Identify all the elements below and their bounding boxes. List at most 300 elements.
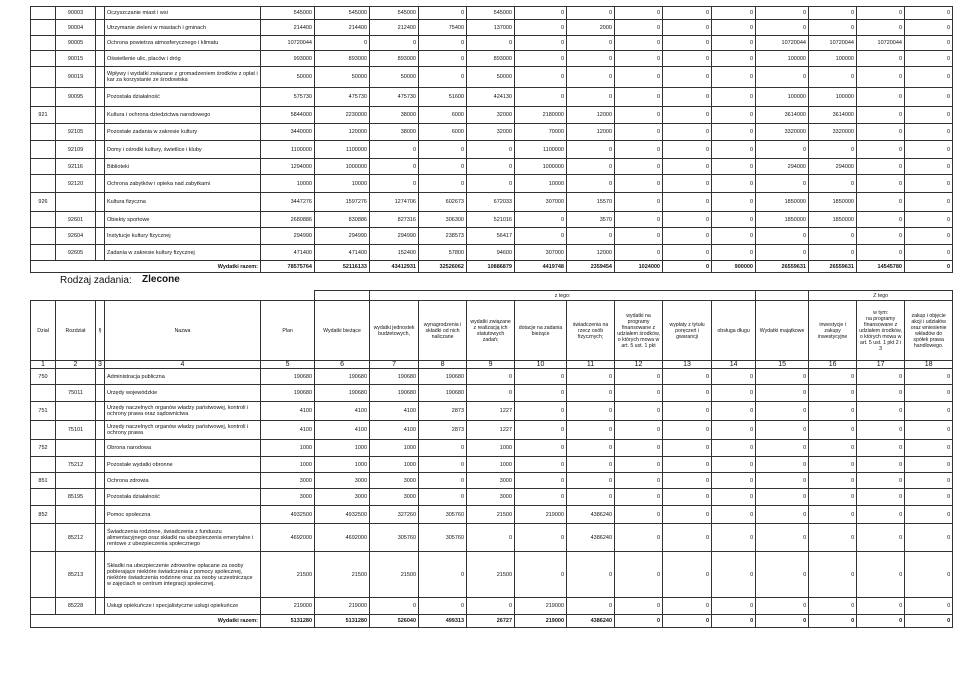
value-cell-c13: 0: [663, 440, 712, 457]
total-value-c11: 4386240: [567, 615, 615, 628]
value-cell-c10: 0: [515, 51, 567, 67]
dzial-cell: [31, 124, 56, 141]
total-value-c8: 32526062: [419, 261, 467, 273]
value-cell-c15: 10720044: [756, 36, 809, 51]
value-cell-c9: 893000: [467, 51, 515, 67]
value-cell-c10: 0: [515, 36, 567, 51]
value-cell-plan: 4100: [261, 421, 315, 440]
value-cell-c17: 0: [857, 228, 905, 245]
value-cell-c9: 0: [467, 369, 515, 385]
value-cell-c6: 3000: [315, 473, 370, 489]
value-cell-c11: 0: [567, 36, 615, 51]
rozdzial-cell: 90003: [56, 7, 96, 20]
value-cell-c18: 0: [905, 489, 953, 506]
value-cell-c17: 0: [857, 552, 905, 598]
value-cell-c6: 1597276: [315, 193, 370, 212]
value-cell-c8: 305760: [419, 524, 467, 552]
value-cell-c9: 0: [467, 159, 515, 175]
rozdzial-cell: [56, 402, 96, 421]
value-cell-c18: 0: [905, 212, 953, 228]
name-cell: Pozostałe zadania w zakresie kultury: [105, 124, 261, 141]
value-cell-c16: 0: [809, 385, 857, 402]
value-cell-c6: 1000: [315, 440, 370, 457]
total-value-c6: 5131280: [315, 615, 370, 628]
table-row: [31, 473, 953, 489]
value-cell-c11: 0: [567, 175, 615, 193]
dzial-cell: 921: [31, 107, 56, 124]
value-cell-c13: 0: [663, 457, 712, 473]
value-cell-c18: 0: [905, 36, 953, 51]
column-number: 10: [515, 361, 567, 369]
value-cell-plan: 50000: [261, 67, 315, 88]
value-cell-c7: 50000: [370, 67, 419, 88]
value-cell-c12: 0: [615, 51, 663, 67]
upper-table-body: [31, 7, 953, 273]
value-cell-c18: 0: [905, 440, 953, 457]
rozdzial-cell: 85195: [56, 489, 96, 506]
value-cell-c12: 0: [615, 489, 663, 506]
value-cell-c9: 3000: [467, 489, 515, 506]
value-cell-c18: 0: [905, 524, 953, 552]
dzial-cell: [31, 7, 56, 20]
value-cell-c12: 0: [615, 228, 663, 245]
value-cell-c15: 0: [756, 524, 809, 552]
value-cell-c14: 0: [712, 524, 756, 552]
value-cell-c16: 3320000: [809, 124, 857, 141]
table-row: [31, 524, 953, 552]
value-cell-c13: 0: [663, 598, 712, 615]
value-cell-c14: 0: [712, 88, 756, 107]
rozdzial-cell: 90004: [56, 20, 96, 36]
total-row: [31, 615, 953, 628]
value-cell-plan: 4100: [261, 402, 315, 421]
value-cell-c8: 2873: [419, 402, 467, 421]
column-number: 16: [809, 361, 857, 369]
value-cell-c13: 0: [663, 369, 712, 385]
dzial-cell: [31, 385, 56, 402]
table-row: [31, 402, 953, 421]
value-cell-c9: 0: [467, 36, 515, 51]
value-cell-c11: 0: [567, 51, 615, 67]
value-cell-c12: 0: [615, 473, 663, 489]
value-cell-plan: 471400: [261, 245, 315, 261]
total-label-cell: Wydatki razem:: [31, 261, 261, 273]
table-row: [31, 245, 953, 261]
value-cell-c16: 0: [809, 141, 857, 159]
rozdzial-cell: 92604: [56, 228, 96, 245]
value-cell-c8: 0: [419, 489, 467, 506]
value-cell-c16: 10720044: [809, 36, 857, 51]
expenditure-table-upper: [30, 6, 953, 273]
value-cell-c17: 0: [857, 7, 905, 20]
total-value-c8: 499313: [419, 615, 467, 628]
name-cell: Pozostała działalność: [105, 489, 261, 506]
dzial-cell: [31, 88, 56, 107]
value-cell-plan: 10000: [261, 175, 315, 193]
name-cell: Kultura i ochrona dziedzictwa narodowego: [105, 107, 261, 124]
value-cell-c6: 294990: [315, 228, 370, 245]
header-w-tym-text: na programy finansowane z udziałem środków, o których mowa w art. 5 ust. 1 pkt 2 i 3: [859, 315, 902, 352]
value-cell-c11: 4386240: [567, 524, 615, 552]
value-cell-c12: 0: [615, 107, 663, 124]
header-rozdzial: Rozdział: [56, 301, 96, 361]
value-cell-c11: 0: [567, 141, 615, 159]
value-cell-plan: 3447276: [261, 193, 315, 212]
value-cell-c8: 0: [419, 440, 467, 457]
value-cell-c14: 0: [712, 457, 756, 473]
value-cell-c16: 0: [809, 457, 857, 473]
dzial-cell: [31, 212, 56, 228]
value-cell-c16: 0: [809, 67, 857, 88]
value-cell-c15: 0: [756, 457, 809, 473]
total-value-c10: 4419748: [515, 261, 567, 273]
header-programy: wydatki na programy finansowane z udziałem środków, o których mowa w art. 5 ust. 1 pkt: [615, 301, 663, 361]
paragraph-cell: [96, 7, 105, 20]
value-cell-c14: 0: [712, 421, 756, 440]
value-cell-c7: 21500: [370, 552, 419, 598]
value-cell-c9: 0: [467, 141, 515, 159]
column-number: 1: [31, 361, 56, 369]
paragraph-cell: [96, 473, 105, 489]
value-cell-c8: 602673: [419, 193, 467, 212]
value-cell-c14: 0: [712, 175, 756, 193]
value-cell-c17: 0: [857, 212, 905, 228]
column-number: 4: [105, 361, 261, 369]
header-wydatki-jednostek: wydatki jednostek budżetowych,: [370, 301, 419, 361]
value-cell-c17: 0: [857, 124, 905, 141]
value-cell-c15: 0: [756, 175, 809, 193]
value-cell-c8: 6000: [419, 124, 467, 141]
value-cell-c7: 152400: [370, 245, 419, 261]
value-cell-c7: 0: [370, 598, 419, 615]
value-cell-c6: 1000000: [315, 159, 370, 175]
value-cell-c7: 545000: [370, 7, 419, 20]
value-cell-plan: 190680: [261, 369, 315, 385]
dzial-cell: [31, 36, 56, 51]
value-cell-c12: 0: [615, 552, 663, 598]
dzial-cell: [31, 457, 56, 473]
value-cell-c14: 0: [712, 51, 756, 67]
value-cell-c13: 0: [663, 245, 712, 261]
value-cell-c13: 0: [663, 20, 712, 36]
value-cell-c14: 0: [712, 159, 756, 175]
dzial-cell: [31, 228, 56, 245]
value-cell-c18: 0: [905, 385, 953, 402]
paragraph-cell: [96, 457, 105, 473]
dzial-cell: 852: [31, 506, 56, 524]
value-cell-c11: 0: [567, 402, 615, 421]
value-cell-c6: 0: [315, 36, 370, 51]
value-cell-c8: 305760: [419, 506, 467, 524]
paragraph-cell: [96, 524, 105, 552]
value-cell-c12: 0: [615, 141, 663, 159]
header-wydatki-zwiazane: wydatki związane z realizacją ich statutowych zadań;: [467, 301, 515, 361]
value-cell-c18: 0: [905, 506, 953, 524]
rozdzial-cell: [56, 107, 96, 124]
total-value-c15: 0: [756, 615, 809, 628]
rozdzial-cell: 85212: [56, 524, 96, 552]
value-cell-c15: 0: [756, 245, 809, 261]
value-cell-c7: 0: [370, 175, 419, 193]
value-cell-c18: 0: [905, 421, 953, 440]
value-cell-c11: 12000: [567, 107, 615, 124]
value-cell-plan: 1100000: [261, 141, 315, 159]
value-cell-c11: 0: [567, 440, 615, 457]
value-cell-c8: 238573: [419, 228, 467, 245]
value-cell-plan: 545000: [261, 7, 315, 20]
header-z-tego-sub2: Z tego: [809, 291, 953, 301]
value-cell-c8: 0: [419, 598, 467, 615]
paragraph-cell: [96, 107, 105, 124]
value-cell-c18: 0: [905, 369, 953, 385]
value-cell-c11: 12000: [567, 124, 615, 141]
value-cell-c11: 0: [567, 421, 615, 440]
name-cell: Pozostała działalność: [105, 88, 261, 107]
rozdzial-cell: 90005: [56, 36, 96, 51]
rozdzial-cell: 75101: [56, 421, 96, 440]
value-cell-c13: 0: [663, 175, 712, 193]
value-cell-c13: 0: [663, 7, 712, 20]
value-cell-c15: 0: [756, 440, 809, 457]
value-cell-c10: 10000: [515, 175, 567, 193]
value-cell-c17: 0: [857, 245, 905, 261]
value-cell-c10: 307000: [515, 193, 567, 212]
rozdzial-cell: 90015: [56, 51, 96, 67]
name-cell: Pozostałe wydatki obronne: [105, 457, 261, 473]
value-cell-c15: 100000: [756, 88, 809, 107]
value-cell-c7: 3000: [370, 489, 419, 506]
total-value-c16: 26559631: [809, 261, 857, 273]
value-cell-c18: 0: [905, 107, 953, 124]
value-cell-c17: 0: [857, 473, 905, 489]
value-cell-c12: 0: [615, 88, 663, 107]
value-cell-c16: 100000: [809, 88, 857, 107]
value-cell-c14: 0: [712, 212, 756, 228]
rozdzial-cell: 90019: [56, 67, 96, 88]
value-cell-c11: 0: [567, 369, 615, 385]
value-cell-c15: 3614000: [756, 107, 809, 124]
value-cell-c14: 0: [712, 369, 756, 385]
name-cell: Ochrona powietrza atmosferycznego i klimatu: [105, 36, 261, 51]
dzial-cell: [31, 245, 56, 261]
total-value-c9: 10886879: [467, 261, 515, 273]
rozdzial-cell: 92605: [56, 245, 96, 261]
header-dzial: Dział: [31, 301, 56, 361]
value-cell-c18: 0: [905, 598, 953, 615]
value-cell-c6: 4100: [315, 421, 370, 440]
name-cell: Wpływy i wydatki związane z gromadzeniem środków z opłat i kar za korzystanie ze środowiska: [105, 67, 261, 88]
paragraph-cell: [96, 67, 105, 88]
value-cell-c6: 4692000: [315, 524, 370, 552]
total-value-c14: 900000: [712, 261, 756, 273]
total-value-c10: 219000: [515, 615, 567, 628]
value-cell-c13: 0: [663, 552, 712, 598]
rozdzial-cell: [56, 440, 96, 457]
value-cell-c13: 0: [663, 402, 712, 421]
header-swiadczenia: świadczenia na rzecz osób fizycznych;: [567, 301, 615, 361]
value-cell-c8: 306300: [419, 212, 467, 228]
value-cell-c11: 12000: [567, 245, 615, 261]
value-cell-c8: 0: [419, 141, 467, 159]
table-row: [31, 369, 953, 385]
value-cell-c17: 0: [857, 175, 905, 193]
total-value-c18: 0: [905, 615, 953, 628]
value-cell-c8: 0: [419, 473, 467, 489]
name-cell: Składki na ubezpieczenie zdrowotne opłacane za osoby pobierające niektóre świadczenia z pomocy społecznej, niektóre świadczenia rodzinne oraz za osoby uczestniczące w zajęciach w centrum integracji społecznej.: [105, 552, 261, 598]
value-cell-c9: 672033: [467, 193, 515, 212]
value-cell-c15: 1850000: [756, 212, 809, 228]
value-cell-c17: 0: [857, 369, 905, 385]
name-cell: Ochrona zdrowia: [105, 473, 261, 489]
value-cell-c9: 32000: [467, 124, 515, 141]
value-cell-c11: 0: [567, 598, 615, 615]
value-cell-c18: 0: [905, 457, 953, 473]
value-cell-c15: 0: [756, 402, 809, 421]
value-cell-c13: 0: [663, 212, 712, 228]
total-row: [31, 261, 953, 273]
value-cell-c17: 0: [857, 457, 905, 473]
value-cell-c7: 1000: [370, 457, 419, 473]
value-cell-c9: 94600: [467, 245, 515, 261]
value-cell-c17: 0: [857, 67, 905, 88]
total-value-c7: 526040: [370, 615, 419, 628]
value-cell-c16: 0: [809, 175, 857, 193]
value-cell-c8: 57800: [419, 245, 467, 261]
value-cell-c14: 0: [712, 385, 756, 402]
value-cell-c15: 0: [756, 506, 809, 524]
name-cell: Biblioteki: [105, 159, 261, 175]
value-cell-c6: 545000: [315, 7, 370, 20]
value-cell-c7: 4100: [370, 402, 419, 421]
value-cell-c12: 0: [615, 598, 663, 615]
paragraph-cell: [96, 141, 105, 159]
value-cell-c12: 0: [615, 524, 663, 552]
value-cell-c15: 0: [756, 473, 809, 489]
paragraph-cell: [96, 88, 105, 107]
paragraph-cell: [96, 440, 105, 457]
dzial-cell: [31, 20, 56, 36]
value-cell-c16: 0: [809, 473, 857, 489]
value-cell-c9: 545000: [467, 7, 515, 20]
value-cell-c7: 893000: [370, 51, 419, 67]
value-cell-c6: 50000: [315, 67, 370, 88]
value-cell-c6: 190680: [315, 385, 370, 402]
dzial-cell: 752: [31, 440, 56, 457]
table-row: [31, 193, 953, 212]
column-number: 14: [712, 361, 756, 369]
value-cell-c9: 1227: [467, 402, 515, 421]
value-cell-plan: 294990: [261, 228, 315, 245]
value-cell-c9: 3000: [467, 473, 515, 489]
value-cell-c16: 0: [809, 598, 857, 615]
value-cell-c16: 0: [809, 506, 857, 524]
name-cell: Ochrona zabytków i opieka nad zabytkami: [105, 175, 261, 193]
value-cell-c10: 0: [515, 67, 567, 88]
value-cell-c6: 120000: [315, 124, 370, 141]
value-cell-c17: 0: [857, 440, 905, 457]
value-cell-c10: 0: [515, 421, 567, 440]
value-cell-plan: 21500: [261, 552, 315, 598]
name-cell: Usługi opiekuńcze i specjalistyczne usługi opiekuńcze: [105, 598, 261, 615]
value-cell-c11: 4386240: [567, 506, 615, 524]
table-row: [31, 212, 953, 228]
total-value-c17: 14545780: [857, 261, 905, 273]
value-cell-c18: 0: [905, 67, 953, 88]
value-cell-c16: 0: [809, 552, 857, 598]
table-row: [31, 7, 953, 20]
value-cell-c15: 3320000: [756, 124, 809, 141]
dzial-cell: [31, 159, 56, 175]
value-cell-c18: 0: [905, 20, 953, 36]
value-cell-c16: 0: [809, 440, 857, 457]
value-cell-c16: 0: [809, 402, 857, 421]
value-cell-c6: 4100: [315, 402, 370, 421]
header-z-tego-top: z tego:: [370, 291, 756, 301]
value-cell-plan: 4932500: [261, 506, 315, 524]
value-cell-c14: 0: [712, 489, 756, 506]
value-cell-c9: 0: [467, 524, 515, 552]
value-cell-c14: 0: [712, 473, 756, 489]
name-cell: Oczyszczanie miast i wsi: [105, 7, 261, 20]
paragraph-cell: [96, 124, 105, 141]
paragraph-cell: [96, 598, 105, 615]
value-cell-c6: 10000: [315, 175, 370, 193]
name-cell: Oświetlenie ulic, placów i dróg: [105, 51, 261, 67]
column-number: 12: [615, 361, 663, 369]
header-plan: Plan: [261, 301, 315, 361]
dzial-cell: [31, 51, 56, 67]
value-cell-c8: 0: [419, 7, 467, 20]
paragraph-cell: [96, 228, 105, 245]
rozdzial-cell: [56, 506, 96, 524]
dzial-cell: 851: [31, 473, 56, 489]
value-cell-c10: 0: [515, 457, 567, 473]
value-cell-c18: 0: [905, 88, 953, 107]
dzial-cell: [31, 598, 56, 615]
table-row: [31, 598, 953, 615]
value-cell-c12: 0: [615, 36, 663, 51]
value-cell-plan: 214400: [261, 20, 315, 36]
column-number: 13: [663, 361, 712, 369]
value-cell-c15: 0: [756, 421, 809, 440]
name-cell: Zadania w zakresie kultury fizycznej: [105, 245, 261, 261]
value-cell-c18: 0: [905, 402, 953, 421]
value-cell-c9: 32000: [467, 107, 515, 124]
value-cell-c13: 0: [663, 159, 712, 175]
value-cell-c17: 0: [857, 193, 905, 212]
value-cell-c17: 0: [857, 421, 905, 440]
value-cell-c16: 0: [809, 7, 857, 20]
header-poreczenia: wypłaty z tytułu poręczeń i gwarancji: [663, 301, 712, 361]
value-cell-c13: 0: [663, 421, 712, 440]
value-cell-c7: 190680: [370, 385, 419, 402]
value-cell-c15: 100000: [756, 51, 809, 67]
name-cell: Urzędy naczelnych organów władzy państwowej, kontroli i ochrony prawa oraz sądownictwa: [105, 402, 261, 421]
value-cell-c6: 2230000: [315, 107, 370, 124]
value-cell-c11: 0: [567, 7, 615, 20]
value-cell-c18: 0: [905, 124, 953, 141]
value-cell-c8: 0: [419, 36, 467, 51]
value-cell-c10: 0: [515, 88, 567, 107]
value-cell-c15: 1850000: [756, 193, 809, 212]
value-cell-c17: 0: [857, 598, 905, 615]
value-cell-c10: 0: [515, 228, 567, 245]
value-cell-c13: 0: [663, 107, 712, 124]
paragraph-cell: [96, 193, 105, 212]
value-cell-plan: 3440000: [261, 124, 315, 141]
value-cell-c12: 0: [615, 212, 663, 228]
value-cell-c11: 0: [567, 473, 615, 489]
